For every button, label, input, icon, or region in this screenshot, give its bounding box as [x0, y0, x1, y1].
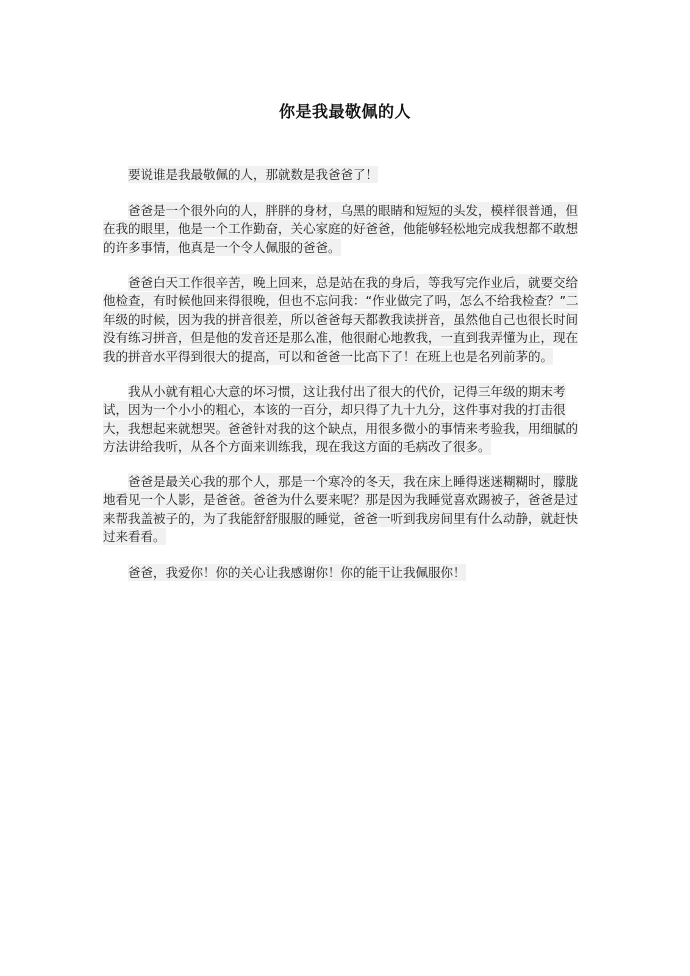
paragraph-text: 爸爸是最关心我的那个人，那是一个寒冷的冬天，我在床上睡得迷迷糊糊时，朦胧地看见一个人影，是爸爸。爸爸为什么要来呢？那是因为我睡觉喜欢踢被子，爸爸是过来帮我盖被子的，为了我能舒舒服服的睡觉，爸爸一听到我房间里有什么动静，就赶快过来看看。 [103, 474, 579, 545]
paragraph-6 [103, 564, 589, 582]
paragraph-4 [103, 383, 589, 457]
paragraph-text: 爸爸，我爱你！你的关心让我感谢你！你的能干让我佩服你！ [128, 565, 466, 580]
paragraph-5 [103, 473, 589, 547]
paragraph-2 [103, 202, 589, 257]
paragraph-text: 要说谁是我最敬佩的人，那就数是我爸爸了！ [128, 167, 379, 182]
paragraph-text: 爸爸是一个很外向的人，胖胖的身材，乌黑的眼睛和短短的头发，模样很普通，但在我的眼里，他是一个工作勤奋，关心家庭的好爸爸，他能够轻松地完成我想都不敢想的许多事情，他真是一个令人佩服的爸爸。 [103, 203, 579, 255]
paragraph-text: 我从小就有粗心大意的坏习惯，这让我付出了很大的代价，记得三年级的期末考试，因为一个小小的粗心，本该的一百分，却只得了九十九分，这件事对我的打击很大，我想起来就想哭。爸爸针对我的这个缺点，用很多微小的事情来考验我，用细腻的方法讲给我听，从各个方面来训练我，现在我这方面的毛病改了很多。 [103, 384, 579, 455]
paragraph-3 [103, 274, 589, 366]
paragraph-text: 爸爸白天工作很辛苦，晚上回来，总是站在我的身后，等我写完作业后，就要交给他检查，有时候他回来得很晚，但也不忘问我：“作业做完了吗，怎么不给我检查？”二年级的时候，因为我的拼音很差，所以爸爸每天都教我读拼音，虽然他自己也很长时间没有练习拼音，但是他的发音还是那么准，他很耐心地教我，一直到我弄懂为止，现在我的拼音水平得到很大的提高，可以和爸爸一比高下了！在班上也是名列前茅的。 [103, 275, 579, 364]
document-title: 你是我最敬佩的人 [278, 102, 411, 121]
paragraph-1 [103, 166, 589, 184]
